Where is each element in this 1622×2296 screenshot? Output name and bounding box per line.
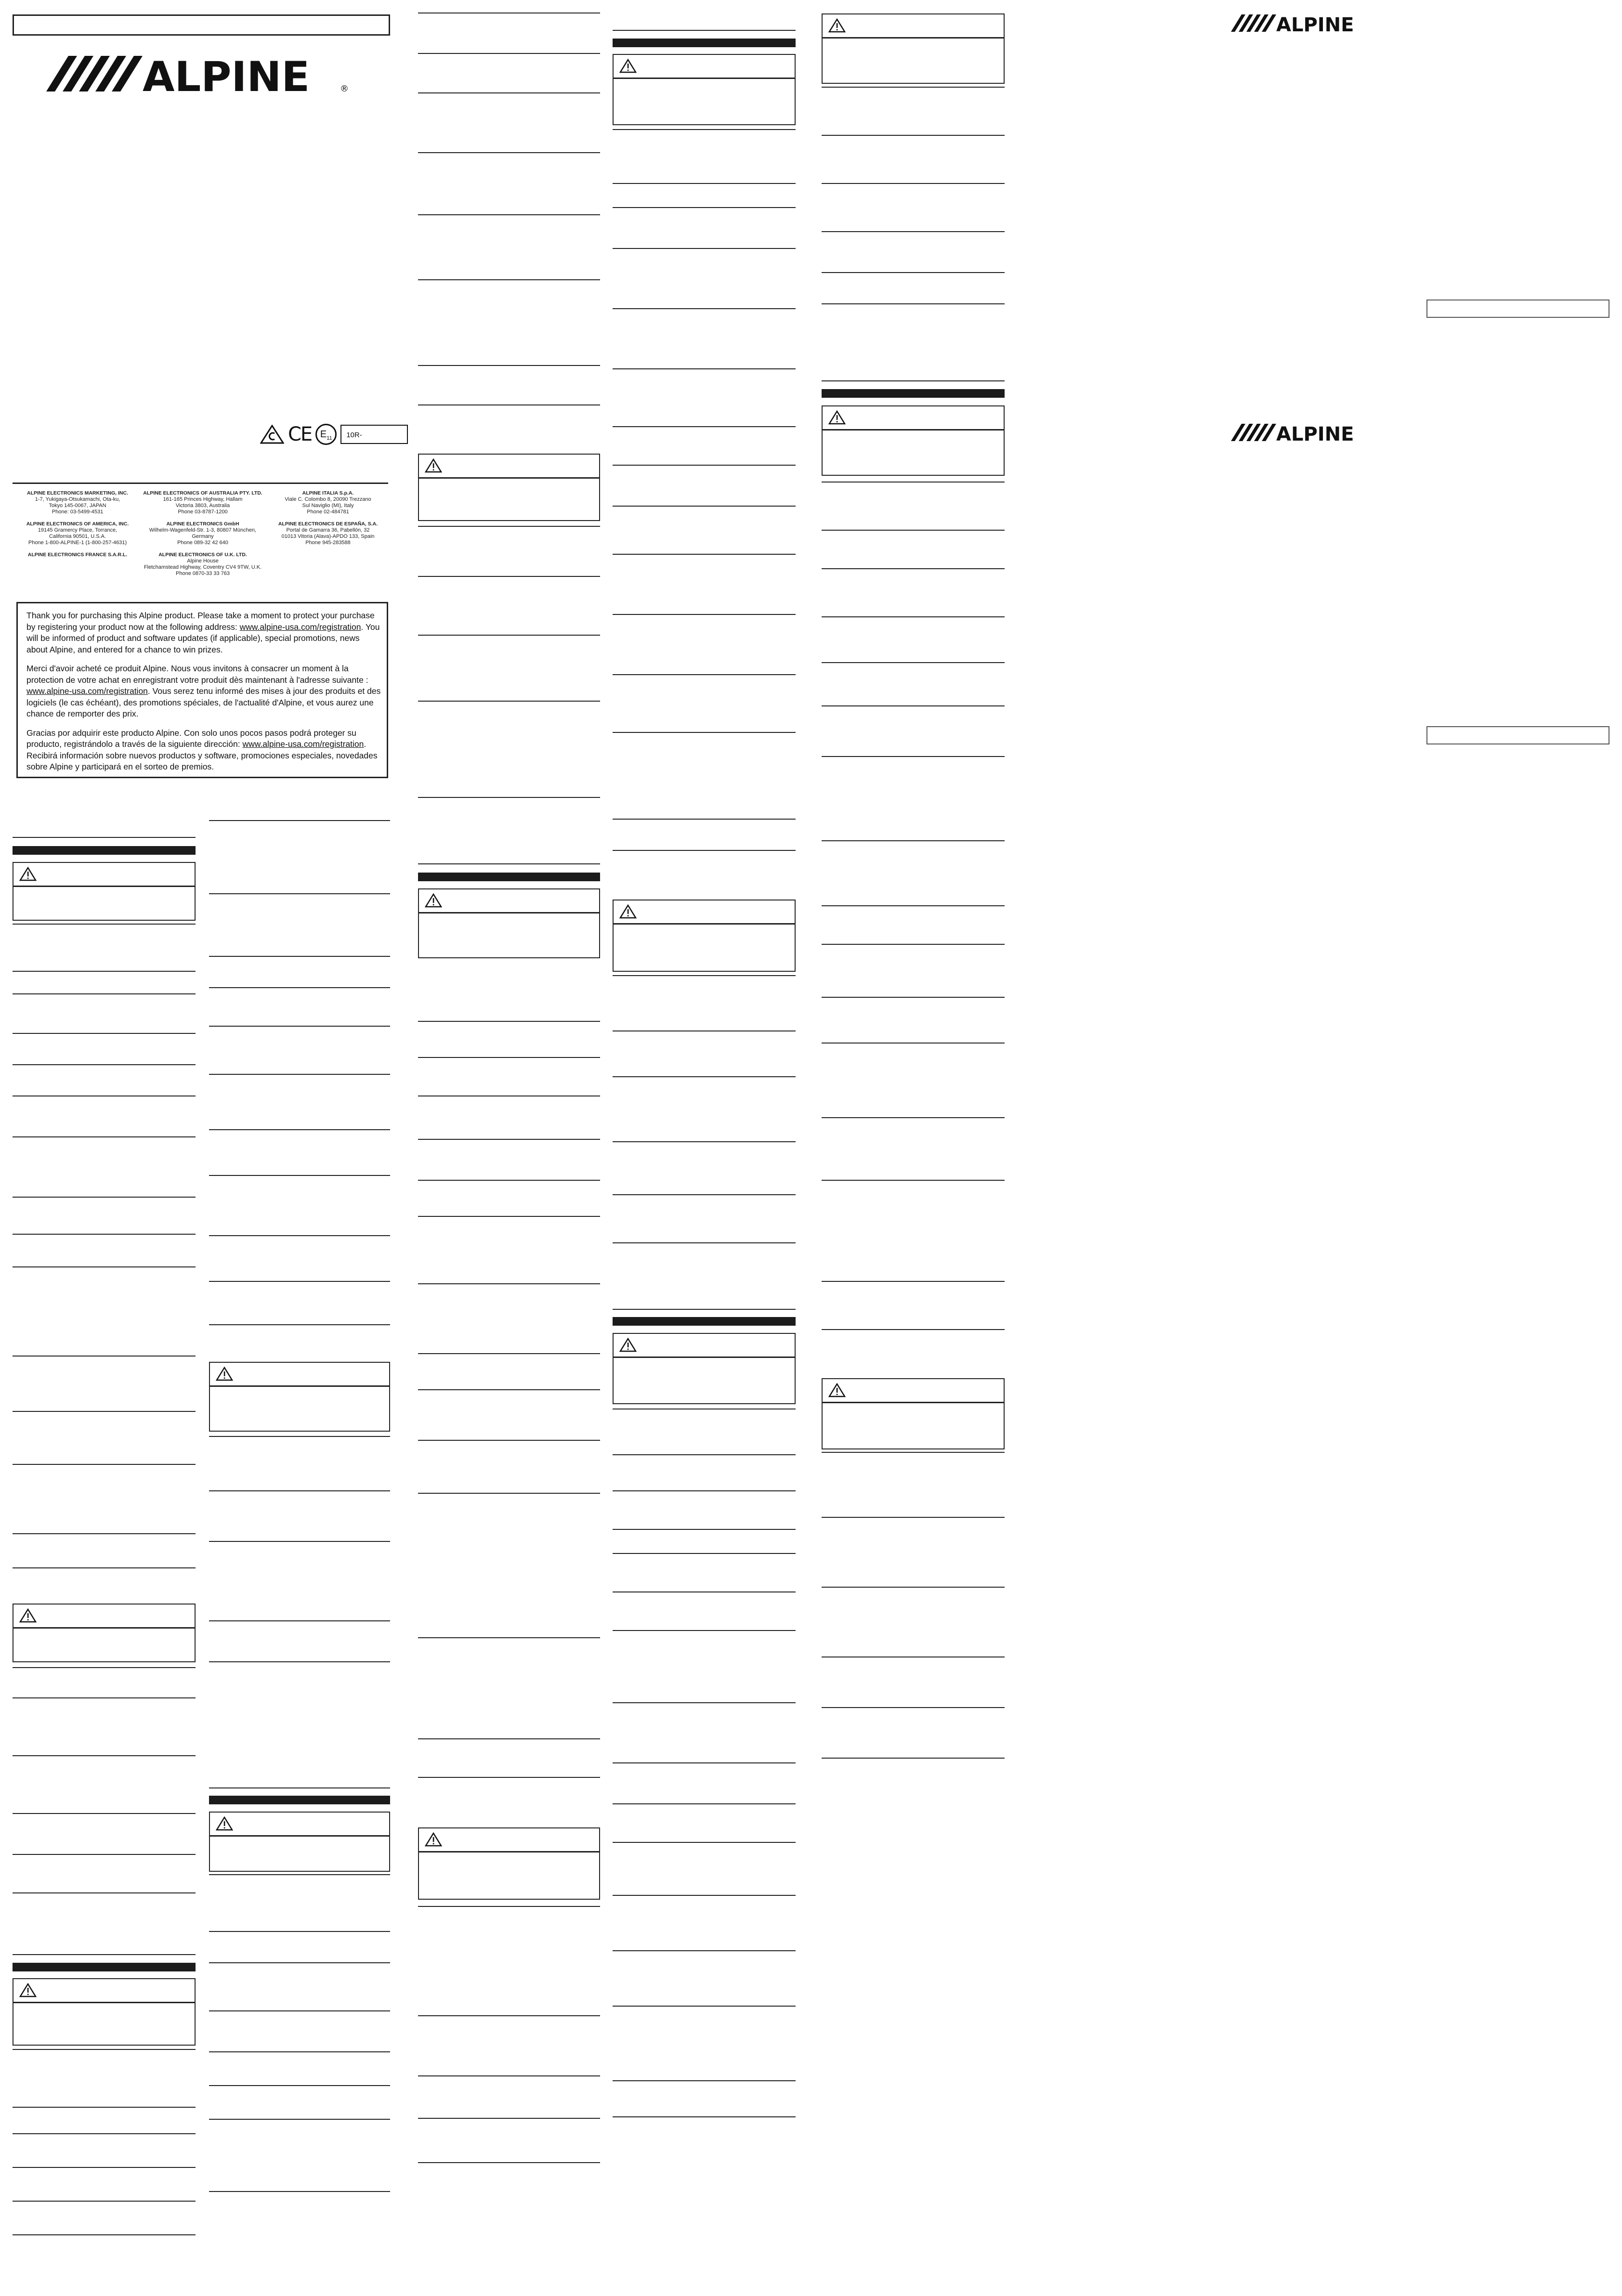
section-rule — [418, 152, 600, 153]
address-5: ALPINE ELECTRONICS GmbH Wilhelm-Wagenfeld-Str. 1-3, 80807 München, Germany Phone 089-32 42 640 — [149, 521, 257, 546]
section-rule — [613, 183, 796, 184]
section-rule — [822, 183, 1005, 184]
section-rule — [613, 207, 796, 208]
section-rule — [613, 129, 796, 130]
section-rule — [613, 850, 796, 851]
section-rule — [13, 2201, 196, 2202]
warning-triangle-icon — [216, 1367, 233, 1383]
section-rule — [613, 614, 796, 615]
section-rule — [822, 1043, 1005, 1044]
section-rule — [822, 380, 1005, 381]
section-rule — [209, 1074, 390, 1075]
section-rule — [13, 2107, 196, 2108]
section-rule — [209, 1661, 390, 1662]
section-rule — [418, 863, 600, 864]
section-rule — [613, 1842, 796, 1843]
section-rule — [13, 837, 196, 838]
section-rule — [13, 1033, 196, 1034]
section-rule — [418, 1283, 600, 1284]
svg-text:ALPINE: ALPINE — [1276, 14, 1354, 33]
section-header-bar — [613, 1317, 796, 1326]
section-rule — [822, 1329, 1005, 1330]
address-block — [13, 490, 388, 587]
section-rule — [418, 1353, 600, 1354]
section-rule — [13, 1266, 196, 1267]
section-rule — [209, 1962, 390, 1963]
section-rule — [418, 2015, 600, 2016]
alpine-logo-small-1 — [1231, 13, 1380, 35]
section-rule — [613, 1242, 796, 1243]
section-rule — [418, 1139, 600, 1140]
warning-box — [822, 13, 1005, 84]
section-rule — [13, 1567, 196, 1568]
section-rule — [822, 756, 1005, 757]
section-rule — [13, 2049, 196, 2050]
section-rule — [209, 956, 390, 957]
section-rule — [613, 1529, 796, 1530]
section-rule — [613, 1702, 796, 1703]
section-rule — [822, 231, 1005, 232]
registration-link-en[interactable]: www.alpine-usa.com/registration — [239, 622, 361, 632]
section-rule — [13, 1954, 196, 1955]
warning-triangle-icon — [619, 1338, 637, 1355]
warning-header — [614, 55, 795, 79]
address-6: ALPINE ELECTRONICS DE ESPAÑA, S.A. Portal de Gamarra 36, Pabellón, 32 01013 Vitoria (Alava)-APDO 133, Spain Phone 945-283588 — [278, 521, 378, 546]
section-rule — [13, 1533, 196, 1534]
warning-box — [209, 1812, 390, 1872]
part-number-box-1 — [1426, 300, 1609, 318]
warning-triangle-icon — [619, 59, 637, 76]
section-rule — [613, 2116, 796, 2117]
section-rule — [13, 924, 196, 925]
section-rule — [613, 426, 796, 427]
section-rule — [418, 1180, 600, 1181]
section-rule — [418, 1906, 600, 1907]
section-rule — [209, 893, 390, 894]
section-rule — [13, 1136, 196, 1137]
section-rule — [209, 1281, 390, 1282]
section-rule — [613, 1803, 796, 1804]
section-rule — [822, 1180, 1005, 1181]
section-rule — [613, 819, 796, 820]
warning-header — [419, 1828, 599, 1852]
section-rule — [209, 2051, 390, 2052]
section-rule — [13, 2133, 196, 2134]
section-rule — [209, 2010, 390, 2011]
section-rule — [613, 2006, 796, 2007]
address-separator — [13, 483, 388, 484]
section-rule — [418, 214, 600, 215]
section-rule — [613, 1309, 796, 1310]
section-rule — [418, 2118, 600, 2119]
section-rule — [613, 732, 796, 733]
section-rule — [209, 1175, 390, 1176]
section-rule — [822, 705, 1005, 706]
section-rule — [613, 1076, 796, 1077]
section-rule — [209, 1129, 390, 1130]
warning-header — [823, 406, 1004, 430]
logo-wordmark: ALPINE — [143, 53, 310, 94]
warning-box — [613, 900, 796, 972]
registration-box — [16, 602, 388, 778]
section-rule — [418, 92, 600, 93]
section-rule — [418, 404, 600, 405]
section-rule — [209, 2085, 390, 2086]
section-header-bar — [418, 873, 600, 881]
section-rule — [13, 1464, 196, 1465]
section-rule — [822, 530, 1005, 531]
section-rule — [822, 1587, 1005, 1588]
section-rule — [822, 272, 1005, 273]
section-rule — [613, 1490, 796, 1491]
section-rule — [418, 1389, 600, 1390]
section-rule — [418, 1493, 600, 1494]
section-rule — [822, 840, 1005, 841]
section-rule — [418, 635, 600, 636]
warning-triangle-icon — [19, 867, 37, 884]
warning-box — [13, 862, 196, 921]
warning-triangle-icon — [425, 1832, 442, 1849]
section-rule — [418, 365, 600, 366]
section-rule — [209, 1620, 390, 1621]
section-rule — [613, 1553, 796, 1554]
section-rule — [822, 1452, 1005, 1453]
section-rule — [13, 1064, 196, 1065]
section-rule — [822, 616, 1005, 617]
section-header-bar — [209, 1796, 390, 1804]
section-rule — [418, 576, 600, 577]
svg-text:®: ® — [340, 84, 349, 94]
section-rule — [209, 1490, 390, 1491]
alpine-logo-small-2 — [1231, 423, 1380, 444]
section-rule — [822, 997, 1005, 998]
section-rule — [418, 2075, 600, 2076]
warning-triangle-icon — [619, 904, 637, 921]
section-rule — [13, 971, 196, 972]
warning-triangle-icon — [216, 1816, 233, 1833]
alpine-logo — [46, 53, 354, 94]
alpine-stripes-icon — [46, 53, 354, 94]
address-8: ALPINE ELECTRONICS OF U.K. LTD. Alpine House Fletchamstead Highway, Coventry CV4 9TW, U.K. Phone 0870-33 33 763 — [144, 552, 262, 576]
registration-en: Thank you for purchasing this Alpine product. Please take a moment to protect your purchase by registering your product now at the following address: www.alpine-usa.com/registration. You will be informed of product and software updates (if applicable), special promotions, news about Alpine, and entered for a chance to win prizes. — [26, 611, 380, 654]
section-rule — [13, 1234, 196, 1235]
section-rule — [613, 465, 796, 466]
address-3: ALPINE ITALIA S.p.A. Viale C. Colombo 8, 20090 Trezzano Sul Naviglio (MI), Italy Phone 02-484781 — [285, 490, 371, 515]
registration-link-fr[interactable]: www.alpine-usa.com/registration — [26, 686, 148, 696]
approval-code-box: 10R- — [340, 425, 408, 444]
section-rule — [822, 303, 1005, 304]
warning-triangle-icon — [828, 1383, 846, 1400]
section-rule — [418, 797, 600, 798]
section-rule — [418, 526, 600, 527]
section-rule — [613, 1950, 796, 1951]
registration-fr: Merci d'avoir acheté ce produit Alpine. Nous vous invitons à consacrer un moment à la protection de votre achat en enregistrant votre produit dès maintenant à l'adresse suivante : www.alpine-usa.com/registration. Vous serez tenu informé des mises à jour des produits et des logiciels (le cas échéant), des promotions spéciales, de l'actualité d'Alpine, et vous aurez une chance de remporter des prix. — [26, 664, 381, 718]
section-rule — [822, 944, 1005, 945]
section-rule — [822, 135, 1005, 136]
section-rule — [418, 2162, 600, 2163]
warning-header — [419, 889, 599, 913]
registration-link-es[interactable]: www.alpine-usa.com/registration — [242, 739, 364, 749]
warning-box — [822, 1378, 1005, 1449]
address-2: ALPINE ELECTRONICS OF AUSTRALIA PTY. LTD. 161-165 Princes Highway, Hallam Victoria 3803, Australia Phone 03-8787-1200 — [143, 490, 262, 515]
warning-box — [209, 1362, 390, 1432]
section-rule — [822, 87, 1005, 88]
section-rule — [822, 905, 1005, 906]
warning-header — [13, 1979, 195, 2003]
section-rule — [418, 1057, 600, 1058]
section-rule — [209, 820, 390, 821]
rcm-mark-icon — [260, 425, 284, 444]
part-number-box-2 — [1426, 726, 1609, 744]
warning-header — [210, 1363, 389, 1387]
section-rule — [418, 1440, 600, 1441]
warning-box — [822, 405, 1005, 476]
section-rule — [209, 2191, 390, 2192]
section-rule — [209, 1235, 390, 1236]
section-rule — [418, 1021, 600, 1022]
section-rule — [418, 1637, 600, 1638]
section-header-bar — [13, 1963, 196, 1971]
warning-header — [13, 1605, 195, 1629]
section-rule — [418, 1216, 600, 1217]
warning-header — [13, 863, 195, 887]
section-rule — [613, 308, 796, 309]
section-rule — [822, 1281, 1005, 1282]
section-rule — [418, 701, 600, 702]
address-7: ALPINE ELECTRONICS FRANCE S.A.R.L. — [27, 552, 128, 558]
section-rule — [13, 1854, 196, 1855]
warning-header — [419, 455, 599, 479]
svg-text:ALPINE: ALPINE — [1276, 423, 1354, 442]
section-rule — [613, 1630, 796, 1631]
certification-marks — [260, 424, 408, 445]
section-rule — [613, 368, 796, 369]
warning-header — [823, 1379, 1004, 1403]
warning-box — [418, 1827, 600, 1900]
section-rule — [209, 987, 390, 988]
section-rule — [822, 568, 1005, 569]
section-rule — [613, 975, 796, 976]
warning-box — [613, 54, 796, 125]
warning-header — [614, 900, 795, 925]
section-rule — [613, 248, 796, 249]
warning-box — [418, 888, 600, 958]
section-rule — [13, 1755, 196, 1756]
warning-box — [13, 1604, 196, 1662]
section-rule — [13, 1411, 196, 1412]
model-name-box — [13, 14, 390, 36]
section-rule — [613, 1895, 796, 1896]
warning-box — [613, 1333, 796, 1404]
section-rule — [613, 554, 796, 555]
section-rule — [613, 1141, 796, 1142]
section-rule — [209, 1436, 390, 1437]
section-rule — [613, 506, 796, 507]
section-rule — [209, 1026, 390, 1027]
section-rule — [822, 482, 1005, 483]
section-header-bar — [613, 39, 796, 47]
section-rule — [822, 1517, 1005, 1518]
section-rule — [13, 1813, 196, 1814]
section-rule — [209, 1931, 390, 1932]
ce-mark: CE — [288, 423, 312, 445]
section-rule — [13, 2167, 196, 2168]
section-rule — [209, 1874, 390, 1875]
section-rule — [822, 1117, 1005, 1118]
section-rule — [418, 1777, 600, 1778]
warning-box — [13, 1978, 196, 2046]
section-rule — [822, 1707, 1005, 1708]
address-4: ALPINE ELECTRONICS OF AMERICA, INC. 19145 Gramercy Place, Torrance, California 90501, U.S.A. Phone 1-800-ALPINE-1 (1-800-257-4631) — [26, 521, 129, 546]
warning-triangle-icon — [425, 893, 442, 910]
section-rule — [613, 1454, 796, 1455]
section-rule — [13, 1892, 196, 1893]
section-rule — [13, 1667, 196, 1668]
section-rule — [13, 1356, 196, 1357]
section-header-bar — [822, 389, 1005, 398]
section-rule — [13, 2234, 196, 2235]
section-rule — [418, 53, 600, 54]
section-rule — [613, 1762, 796, 1763]
section-rule — [13, 993, 196, 994]
warning-header — [823, 14, 1004, 39]
section-rule — [209, 1541, 390, 1542]
e-mark-icon: $E_{11}$ — [315, 424, 337, 445]
warning-triangle-icon — [19, 1608, 37, 1625]
section-rule — [418, 1738, 600, 1739]
registration-es: Gracias por adquirir este producto Alpine. Con solo unos pocos pasos podrá proteger su producto, registrándolo a través de la siguiente dirección: www.alpine-usa.com/registration. Recibirá información sobre nuevos productos y software, promociones especiales, novedades sobre Alpine y participará en el sorteo de premios. — [26, 728, 378, 771]
section-rule — [822, 662, 1005, 663]
section-rule — [209, 1787, 390, 1788]
section-rule — [13, 1697, 196, 1698]
warning-header — [614, 1334, 795, 1358]
section-rule — [418, 279, 600, 280]
section-rule — [822, 1758, 1005, 1759]
section-rule — [13, 1197, 196, 1198]
warning-header — [210, 1813, 389, 1837]
address-1: ALPINE ELECTRONICS MARKETING, INC. 1-7, Yukigaya-Otsukamachi, Ota-ku, Tokyo 145-0067, JAPAN Phone: 03-5499-4531 — [26, 490, 128, 515]
section-rule — [613, 2080, 796, 2081]
warning-triangle-icon — [19, 1983, 37, 2000]
section-rule — [209, 1324, 390, 1325]
warning-box — [418, 454, 600, 521]
warning-triangle-icon — [828, 410, 846, 427]
section-rule — [613, 674, 796, 675]
section-header-bar — [13, 846, 196, 855]
warning-triangle-icon — [425, 458, 442, 475]
section-rule — [613, 1194, 796, 1195]
section-rule — [209, 2119, 390, 2120]
warning-triangle-icon — [828, 18, 846, 35]
section-rule — [613, 30, 796, 31]
